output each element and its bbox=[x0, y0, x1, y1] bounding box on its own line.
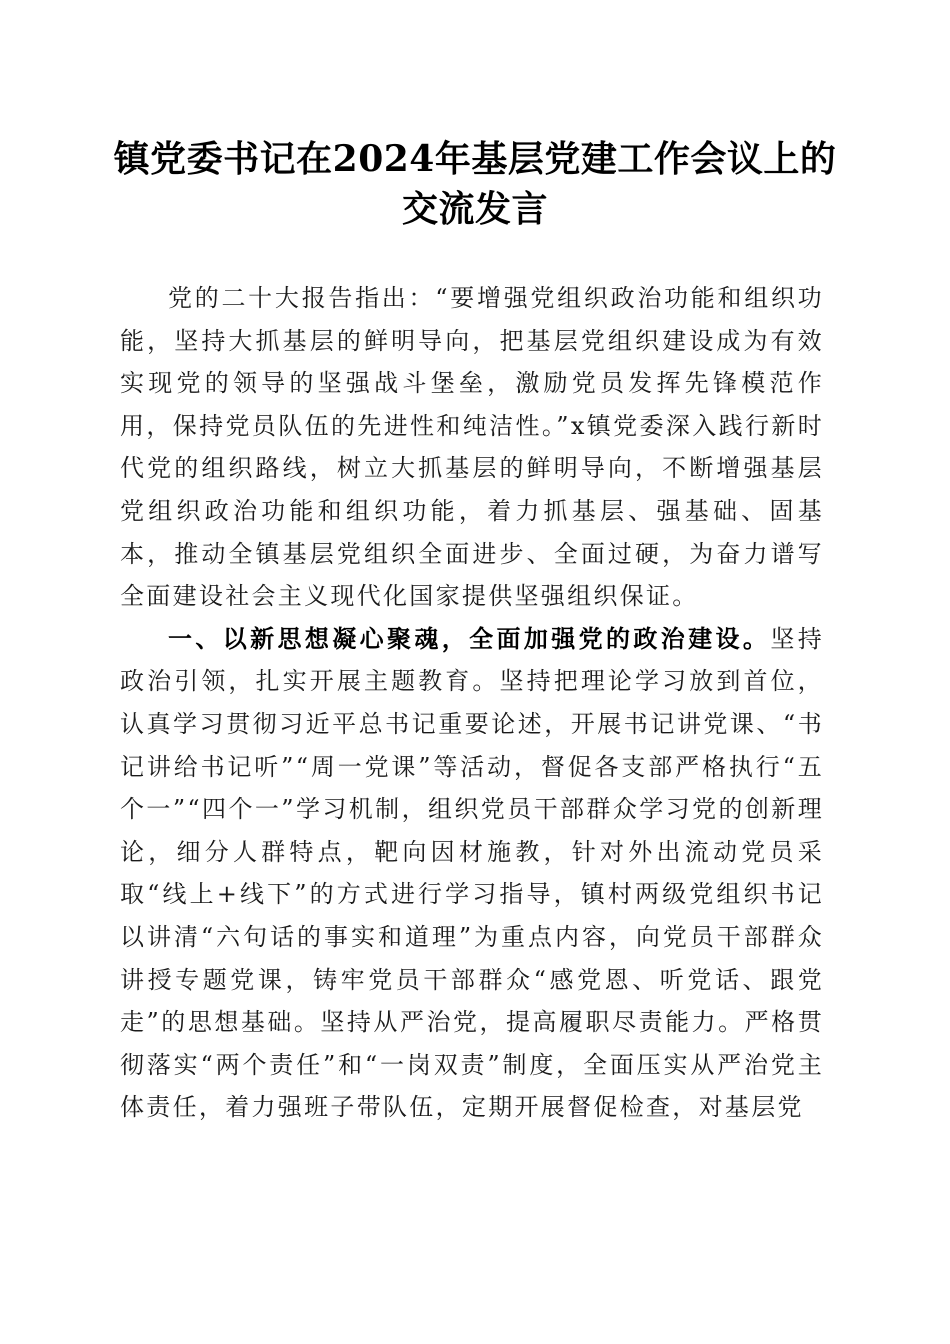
section-one-heading: 一、以新思想凝心聚魂，全面加强党的政治建设。 bbox=[168, 624, 771, 653]
document-body bbox=[120, 277, 824, 1129]
paragraph-intro bbox=[120, 277, 824, 618]
document-title: 镇党委书记在2024年基层党建工作会议上的交流发言 bbox=[113, 138, 837, 230]
paragraph-intro-text: 党的二十大报告指出：“要增强党组织政治功能和组织功能，坚持大抓基层的鲜明导向，把基层党组织建设成为有效实现党的领导的坚强战斗堡垒，激励党员发挥先锋模范作用，保持党员队伍的先进性和纯洁性。”x镇党委深入践行新时代党的组织路线，树立大抓基层的鲜明导向，不断增强基层党组织政治功能和组织功能，着力抓基层、强基础、固基本，推动全镇基层党组织全面进步、全面过硬，为奋力谱写全面建设社会主义现代化国家提供坚强组织保证。 bbox=[120, 284, 824, 611]
paragraph-section-one bbox=[120, 618, 824, 1129]
section-one-text: 坚持政治引领，扎实开展主题教育。坚持把理论学习放到首位，认真学习贯彻习近平总书记重要论述，开展书记讲党课、“书记讲给书记听”“周一党课”等活动，督促各支部严格执行“五个一”“四个一”学习机制，组织党员干部群众学习党的创新理论，细分人群特点，靶向因材施教，针对外出流动党员采取“线上+线下”的方式进行学习指导，镇村两级党组织书记以讲清“六句话的事实和道理”为重点内容，向党员干部群众讲授专题党课，铸牢党员干部群众“感党恩、听党话、跟党走”的思想基础。坚持从严治党，提高履职尽责能力。严格贯彻落实“两个责任”和“一岗双责”制度，全面压实从严治党主体责任，着力强班子带队伍，定期开展督促检查，对基层党 bbox=[120, 624, 824, 1122]
